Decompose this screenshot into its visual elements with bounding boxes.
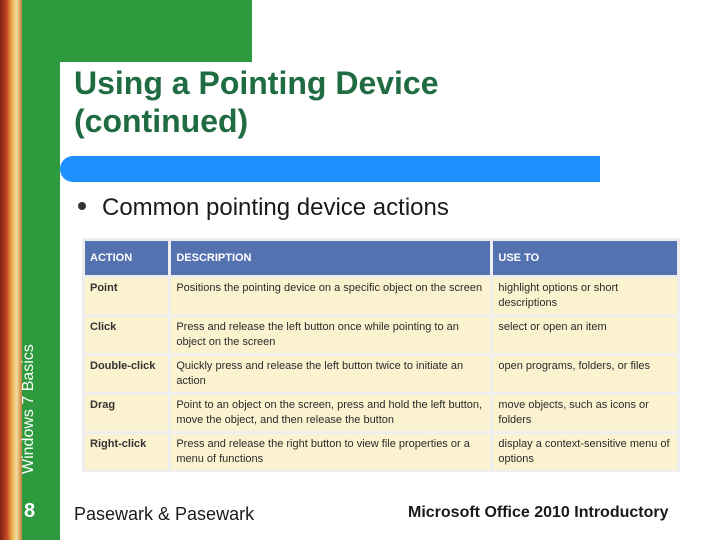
header-action: ACTION <box>85 241 168 275</box>
footer-authors: Pasewark & Pasewark <box>74 504 255 524</box>
cell-description: Press and release the right button to view file properties or a menu of functions <box>171 434 490 470</box>
blue-divider-bar <box>60 156 600 182</box>
cell-use-to: select or open an item <box>493 317 677 353</box>
table-header-row <box>85 241 677 275</box>
top-green-panel <box>60 0 252 62</box>
table-row <box>85 395 677 431</box>
cell-description: Quickly press and release the left button twice to initiate an action <box>171 356 490 392</box>
header-description: DESCRIPTION <box>171 241 490 275</box>
cell-action: Click <box>85 317 168 353</box>
bullet-text: Common pointing device actions <box>102 194 449 221</box>
page-number: 8 <box>24 500 36 522</box>
header-use-to: USE TO <box>493 241 677 275</box>
cell-action: Double-click <box>85 356 168 392</box>
table-row <box>85 278 677 314</box>
section-label: Windows 7 Basics <box>20 344 37 474</box>
table-row <box>85 317 677 353</box>
slide-title <box>74 64 439 140</box>
table-row <box>85 356 677 392</box>
cell-description: Press and release the left button once while pointing to an object on the screen <box>171 317 490 353</box>
cell-use-to: display a context-sensitive menu of options <box>493 434 677 470</box>
cell-use-to: open programs, folders, or files <box>493 356 677 392</box>
cell-action: Point <box>85 278 168 314</box>
bullet-dot-icon <box>78 202 86 210</box>
actions-table <box>82 238 680 473</box>
table-row <box>85 434 677 470</box>
title-line-2: (continued) <box>74 103 249 139</box>
cell-action: Drag <box>85 395 168 431</box>
cell-action: Right-click <box>85 434 168 470</box>
actions-table-container <box>82 238 680 472</box>
cell-use-to: move objects, such as icons or folders <box>493 395 677 431</box>
title-line-1: Using a Pointing Device <box>74 65 439 101</box>
footer-book-title: Microsoft Office 2010 Introductory <box>408 504 669 521</box>
cell-description: Positions the pointing device on a specific object on the screen <box>171 278 490 314</box>
cell-description: Point to an object on the screen, press and hold the left button, move the object, and then release the button <box>171 395 490 431</box>
cell-use-to: highlight options or short descriptions <box>493 278 677 314</box>
leaf-image <box>0 0 22 540</box>
